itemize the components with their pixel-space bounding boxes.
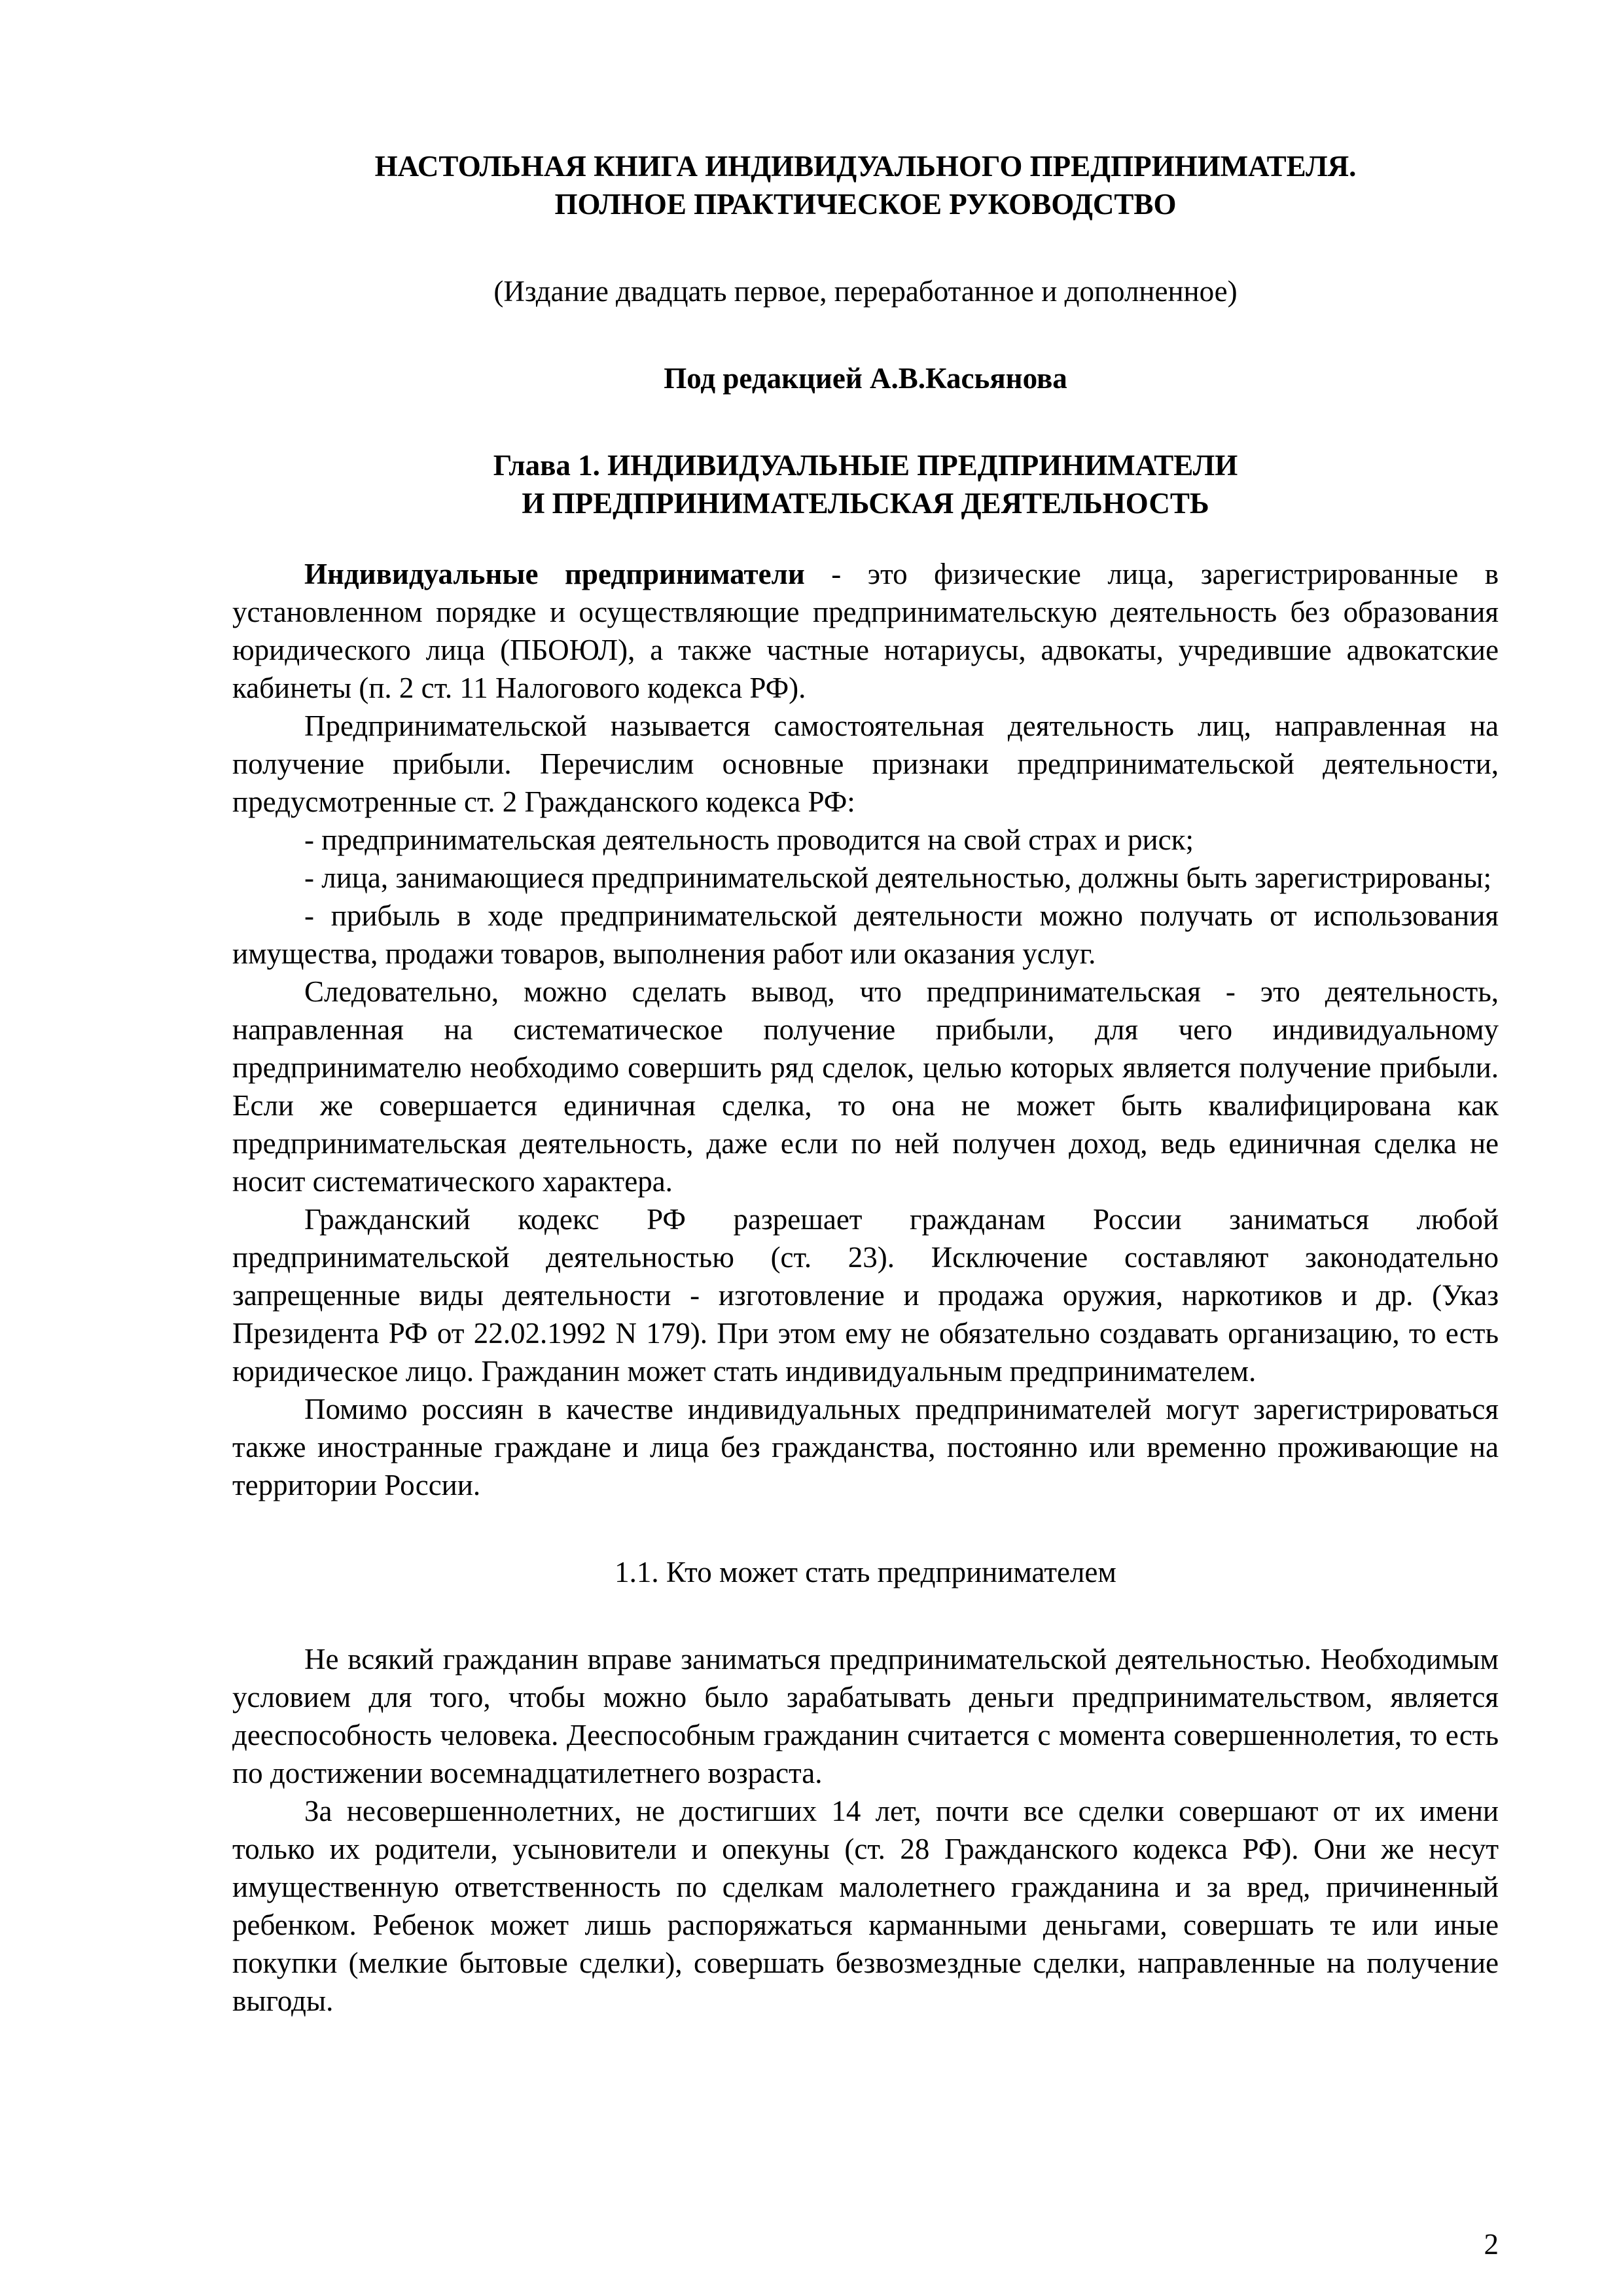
defined-term: Индивидуальные предприниматели <box>304 558 805 590</box>
book-title <box>232 147 1499 223</box>
edition-note: (Издание двадцать первое, переработанное и дополненное) <box>493 275 1238 308</box>
book-title-line-1: НАСТОЛЬНАЯ КНИГА ИНДИВИДУАЛЬНОГО ПРЕДПРИНИМАТЕЛЯ. <box>374 150 1357 183</box>
paragraph: Следовательно, можно сделать вывод, что предпринимательская - это деятельность, направленная на систематическое получение прибыли, для чего индивидуальному предпринимателю необходимо совершить ряд сделок, целью которых является получение прибыли. Если же совершается единичная сделка, то она не может быть квалифицирована как предпринимательская деятельность, даже если по ней получен доход, ведь единичная сделка не носит систематического характера. <box>232 975 1499 1198</box>
chapter-heading-line-1: Глава 1. ИНДИВИДУАЛЬНЫЕ ПРЕДПРИНИМАТЕЛИ <box>493 449 1238 482</box>
paragraph: Помимо россиян в качестве индивидуальных предпринимателей могут зарегистрироваться также иностранные граждане и лица без гражданства, постоянно или временно проживающие на территории России. <box>232 1393 1499 1501</box>
list-item: - лица, занимающиеся предпринимательской деятельностью, должны быть зарегистрированы; <box>304 861 1492 894</box>
book-title-line-2: ПОЛНОЕ ПРАКТИЧЕСКОЕ РУКОВОДСТВО <box>554 188 1177 221</box>
section-heading: 1.1. Кто может стать предпринимателем <box>615 1556 1116 1588</box>
paragraph: Не всякий гражданин вправе заниматься предпринимательской деятельностью. Необходимым условием для того, чтобы можно было зарабатывать деньги предпринимательством, является дееспособность человека. Дееспособным гражданин считается с момента совершеннолетия, то есть по достижении восемнадцатилетнего возраста. <box>232 1643 1499 1789</box>
paragraph: Предпринимательской называется самостоятельная деятельность лиц, направленная на получение прибыли. Перечислим основные признаки предпринимательской деятельности, предусмотренные ст. 2 Гражданского кодекса РФ: <box>232 709 1499 818</box>
page-number: 2 <box>1484 2228 1499 2261</box>
list-item: - прибыль в ходе предпринимательской деятельности можно получать от использования имущества, продажи товаров, выполнения работ или оказания услуг. <box>232 899 1499 970</box>
paragraph: Гражданский кодекс РФ разрешает гражданам России заниматься любой предпринимательской деятельностью (ст. 23). Исключение составляют законодательно запрещенные виды деятельности - изготовление и продажа оружия, наркотиков и др. (Указ Президента РФ от 22.02.1992 N 179). При этом ему не обязательно создавать организацию, то есть юридическое лицо. Гражданин может стать индивидуальным предпринимателем. <box>232 1203 1499 1388</box>
list-item: - предпринимательская деятельность проводится на свой страх и риск; <box>304 823 1194 856</box>
definition-text: - это физические лица, зарегистрированные в установленном порядке и осуществляющие предпринимательскую деятельность без образования юридического лица (ПБОЮЛ), а также частные нотариусы, адвокаты, учредившие адвокатские кабинеты (п. 2 ст. 11 Налогового кодекса РФ). <box>232 558 1499 704</box>
chapter-body <box>232 555 1499 2020</box>
chapter-heading <box>232 446 1499 522</box>
chapter-heading-line-2: И ПРЕДПРИНИМАТЕЛЬСКАЯ ДЕЯТЕЛЬНОСТЬ <box>522 487 1209 520</box>
paragraph: За несовершеннолетних, не достигших 14 лет, почти все сделки совершают от их имени только их родители, усыновители и опекуны (ст. 28 Гражданского кодекса РФ). Они же несут имущественную ответственность по сделкам малолетнего гражданина и за вред, причиненный ребенком. Ребенок может лишь распоряжаться карманными деньгами, совершать те или иные покупки (мелкие бытовые сделки), совершать безвозмездные сделки, направленные на получение выгоды. <box>232 1795 1499 2017</box>
editor-credit: Под редакцией А.В.Касьянова <box>664 362 1067 395</box>
paragraph-definition <box>232 555 1499 707</box>
page-content <box>232 147 1499 2020</box>
